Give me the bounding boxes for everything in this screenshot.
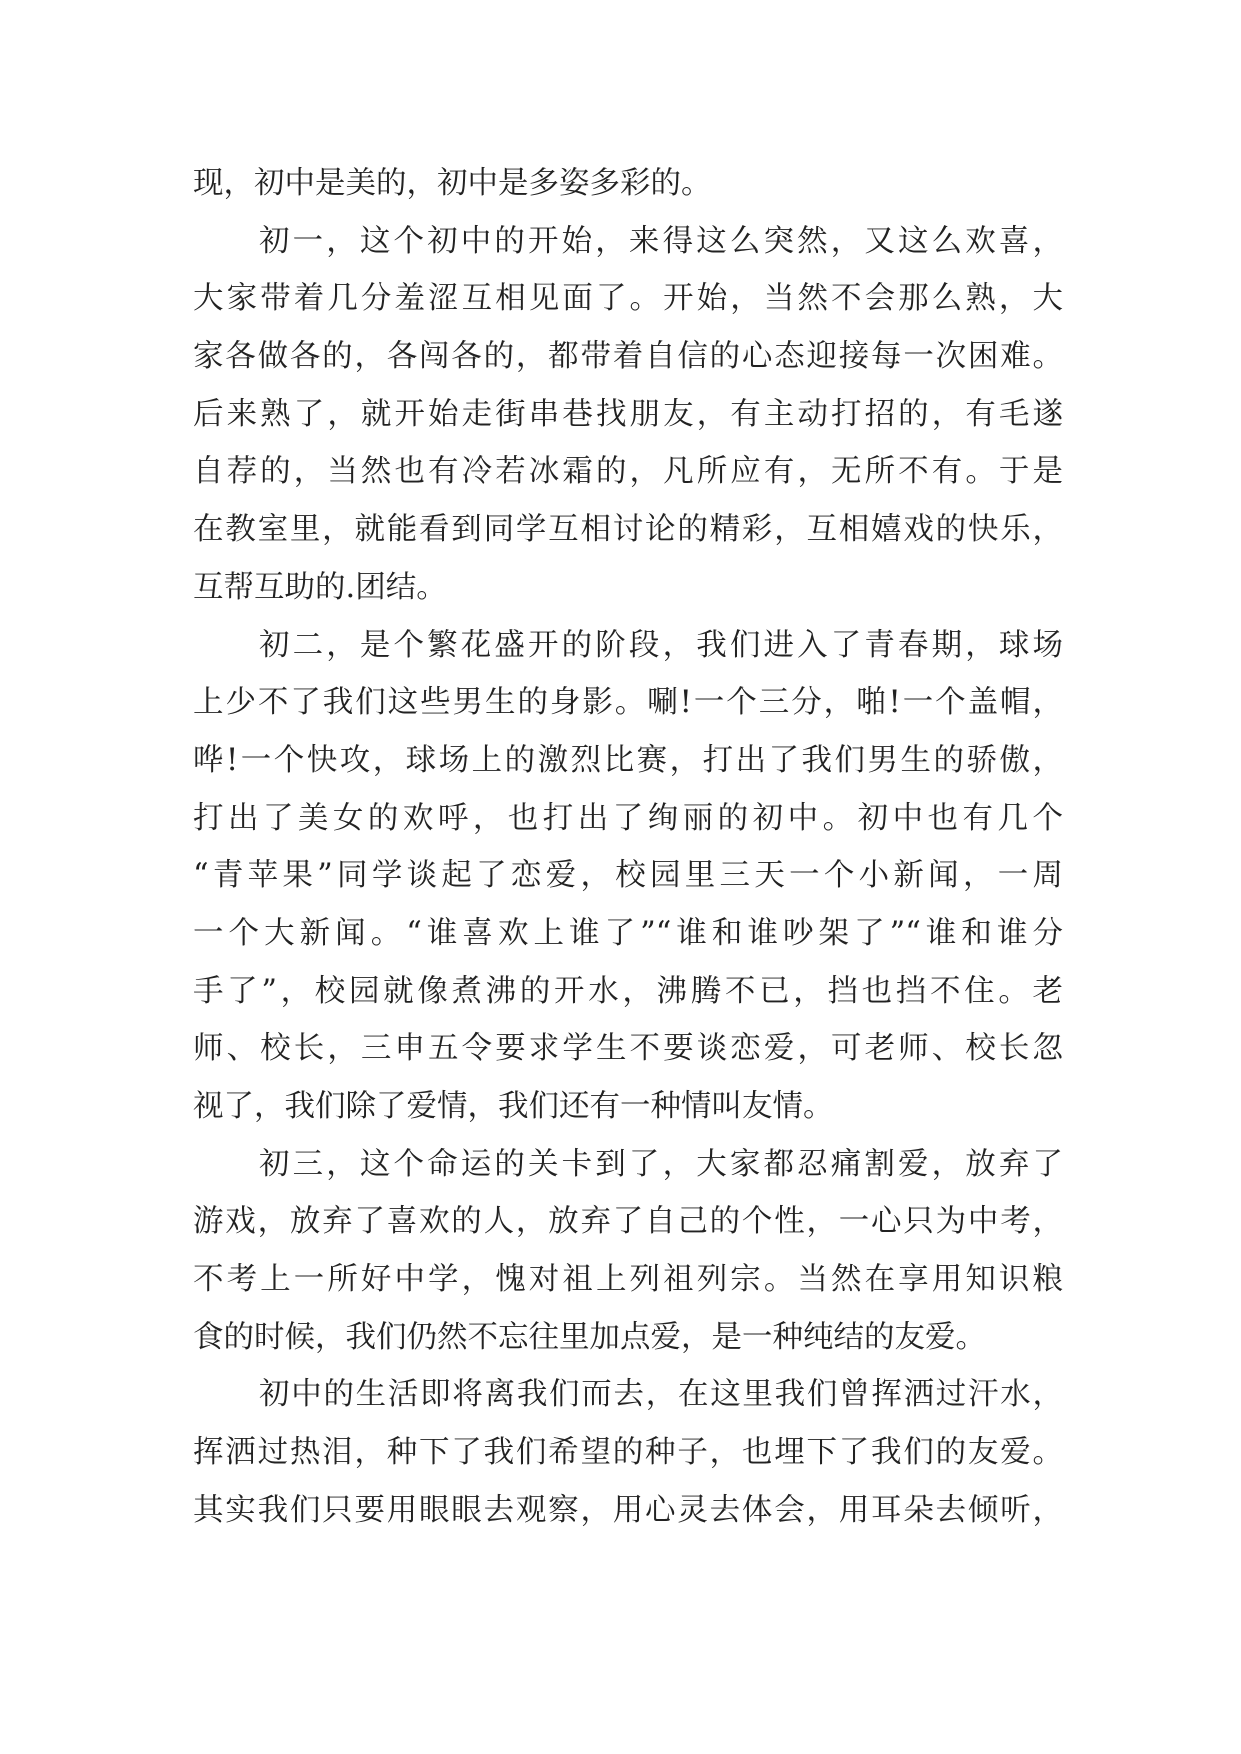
text-line: 一个大新闻。“谁喜欢上谁了”“谁和谁吵架了”“谁和谁分 — [193, 915, 1063, 951]
text-line: 初二，是个繁花盛开的阶段，我们进入了青春期，球场 — [259, 627, 1063, 663]
text-line: 其实我们只要用眼眼去观察，用心灵去体会，用耳朵去倾听， — [193, 1492, 1063, 1528]
text-line: 后来熟了，就开始走街串巷找朋友，有主动打招的，有毛遂 — [193, 396, 1063, 432]
text-line: 初中的生活即将离我们而去，在这里我们曾挥洒过汗水， — [259, 1377, 1063, 1413]
text-line: 初三，这个命运的关卡到了，大家都忍痛割爱，放弃了 — [259, 1146, 1063, 1182]
text-line: 初一，这个初中的开始，来得这么突然，又这么欢喜， — [259, 223, 1063, 259]
text-line: 互帮互助的.团结。 — [193, 569, 447, 605]
text-line: 大家带着几分羞涩互相见面了。开始，当然不会那么熟，大 — [193, 281, 1063, 317]
text-line: 食的时候，我们仍然不忘往里加点爱，是一种纯结的友爱。 — [193, 1319, 986, 1355]
text-line: 家各做各的，各闯各的，都带着自信的心态迎接每一次困难。 — [193, 339, 1063, 375]
text-line: 打出了美女的欢呼，也打出了绚丽的初中。初中也有几个 — [193, 800, 1063, 836]
text-line: 游戏，放弃了喜欢的人，放弃了自己的个性，一心只为中考， — [193, 1204, 1063, 1240]
text-line: 哗!一个快攻，球场上的激烈比赛，打出了我们男生的骄傲， — [193, 742, 1063, 778]
text-line: 不考上一所好中学，愧对祖上列祖列宗。当然在享用知识粮 — [193, 1262, 1063, 1298]
text-line: 手了”，校园就像煮沸的开水，沸腾不已，挡也挡不住。老 — [193, 973, 1063, 1009]
text-line: 在教室里，就能看到同学互相讨论的精彩，互相嬉戏的快乐， — [193, 512, 1063, 548]
text-line: 现，初中是美的，初中是多姿多彩的。 — [193, 166, 712, 201]
text-line: 自荐的，当然也有冷若冰霜的，凡所应有，无所不有。于是 — [193, 454, 1063, 490]
text-line: 视了，我们除了爱情，我们还有一种情叫友情。 — [193, 1089, 834, 1124]
text-line: 挥洒过热泪，种下了我们希望的种子，也埋下了我们的友爱。 — [193, 1435, 1063, 1471]
document-body-text — [193, 155, 1063, 1540]
text-line: 师、校长，三申五令要求学生不要谈恋爱，可老师、校长忽 — [193, 1031, 1063, 1067]
text-line: “青苹果”同学谈起了恋爱，校园里三天一个小新闻，一周 — [193, 858, 1063, 894]
text-line: 上少不了我们这些男生的身影。唰!一个三分，啪!一个盖帽， — [193, 685, 1063, 721]
